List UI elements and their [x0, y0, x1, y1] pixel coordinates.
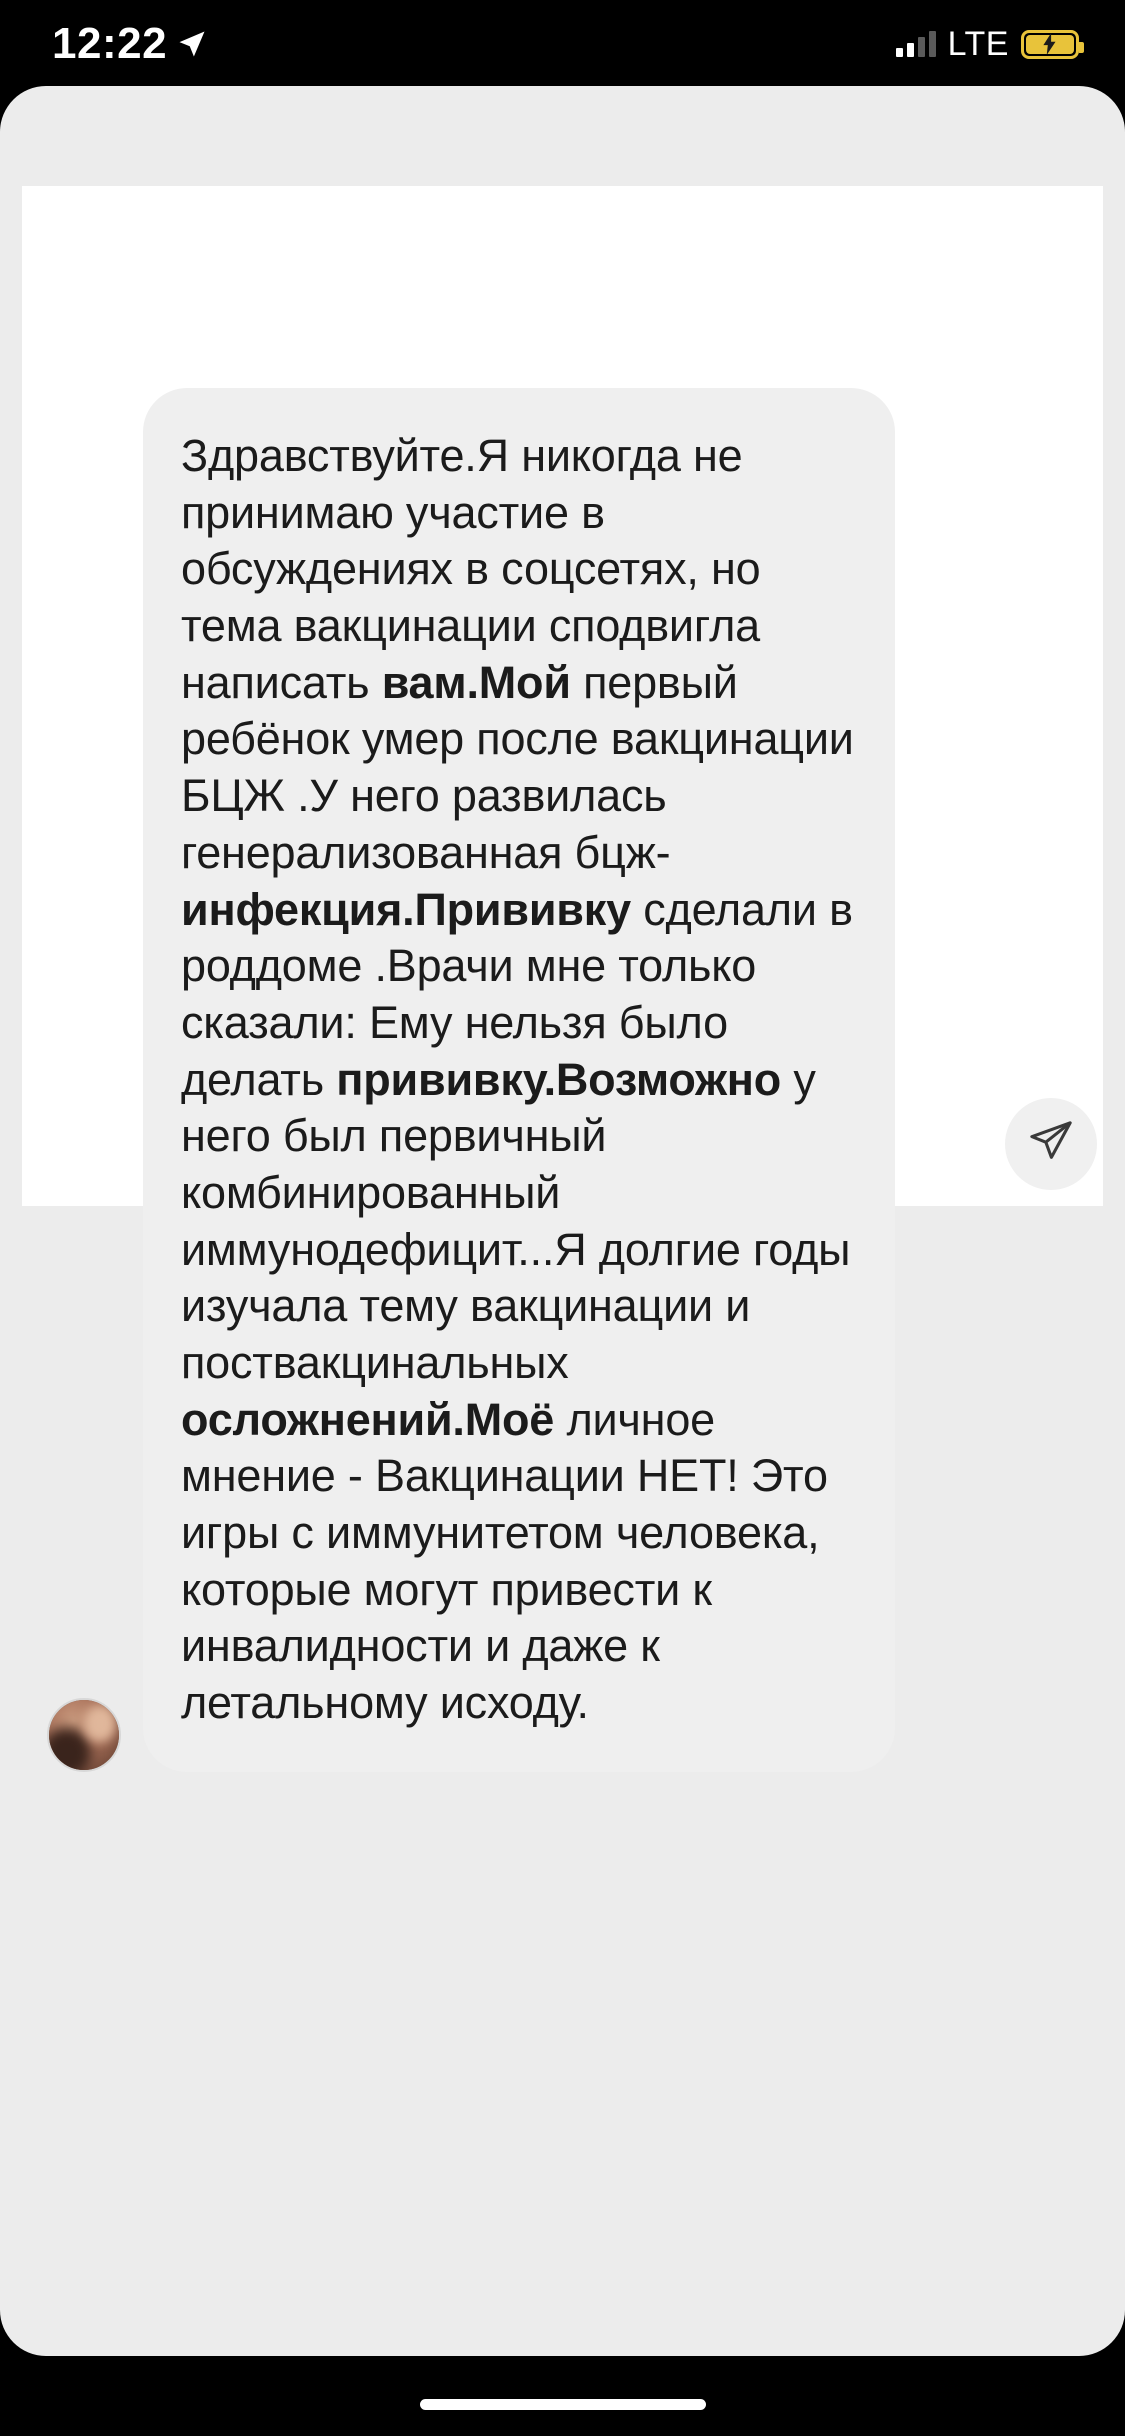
status-time: 12:22	[52, 19, 168, 68]
battery-charging-icon	[1021, 30, 1079, 59]
message-row	[47, 388, 1077, 1772]
message-bubble[interactable]	[143, 388, 895, 1772]
share-button[interactable]	[1005, 1098, 1097, 1190]
message-segment-7: осложнений.Моё	[181, 1393, 555, 1445]
story-card[interactable]	[0, 86, 1125, 2356]
carrier-label: LTE	[947, 24, 1009, 63]
message-segment-4: сделали в роддоме .Врачи мне только сказали: Ему нельзя было делать	[181, 883, 853, 1105]
status-bar-left	[52, 19, 207, 68]
send-paper-plane-icon	[1028, 1119, 1074, 1170]
message-segment-0: Здравствуйте.Я никогда не принимаю участие в обсуждениях в соцсетях, но тема вакцинации сподвигла написать	[181, 430, 761, 708]
message-segment-5: прививку.Возможно	[336, 1053, 782, 1105]
location-arrow-icon	[177, 29, 207, 59]
message-segment-3: инфекция.Прививку	[181, 883, 631, 935]
sender-avatar[interactable]	[47, 1698, 121, 1772]
message-segment-6: у него был первичный комбинированный иммунодефицит...Я долгие годы изучала тему вакцинации и поствакцинальных	[181, 1053, 851, 1388]
message-segment-8: личное мнение - Вакцинации НЕТ! Это игры с иммунитетом человека, которые могут привести к инвалидности и даже к летальному исходу.	[181, 1393, 828, 1729]
message-text	[181, 428, 859, 1732]
home-indicator[interactable]	[420, 2399, 706, 2410]
status-bar	[0, 0, 1125, 88]
message-segment-1: вам.Мой	[381, 656, 571, 708]
cellular-signal-icon	[896, 31, 936, 57]
message-segment-2: первый ребёнок умер после вакцинации БЦЖ .У него развилась генерализованная бцж-	[181, 656, 854, 878]
status-bar-right	[896, 25, 1079, 64]
